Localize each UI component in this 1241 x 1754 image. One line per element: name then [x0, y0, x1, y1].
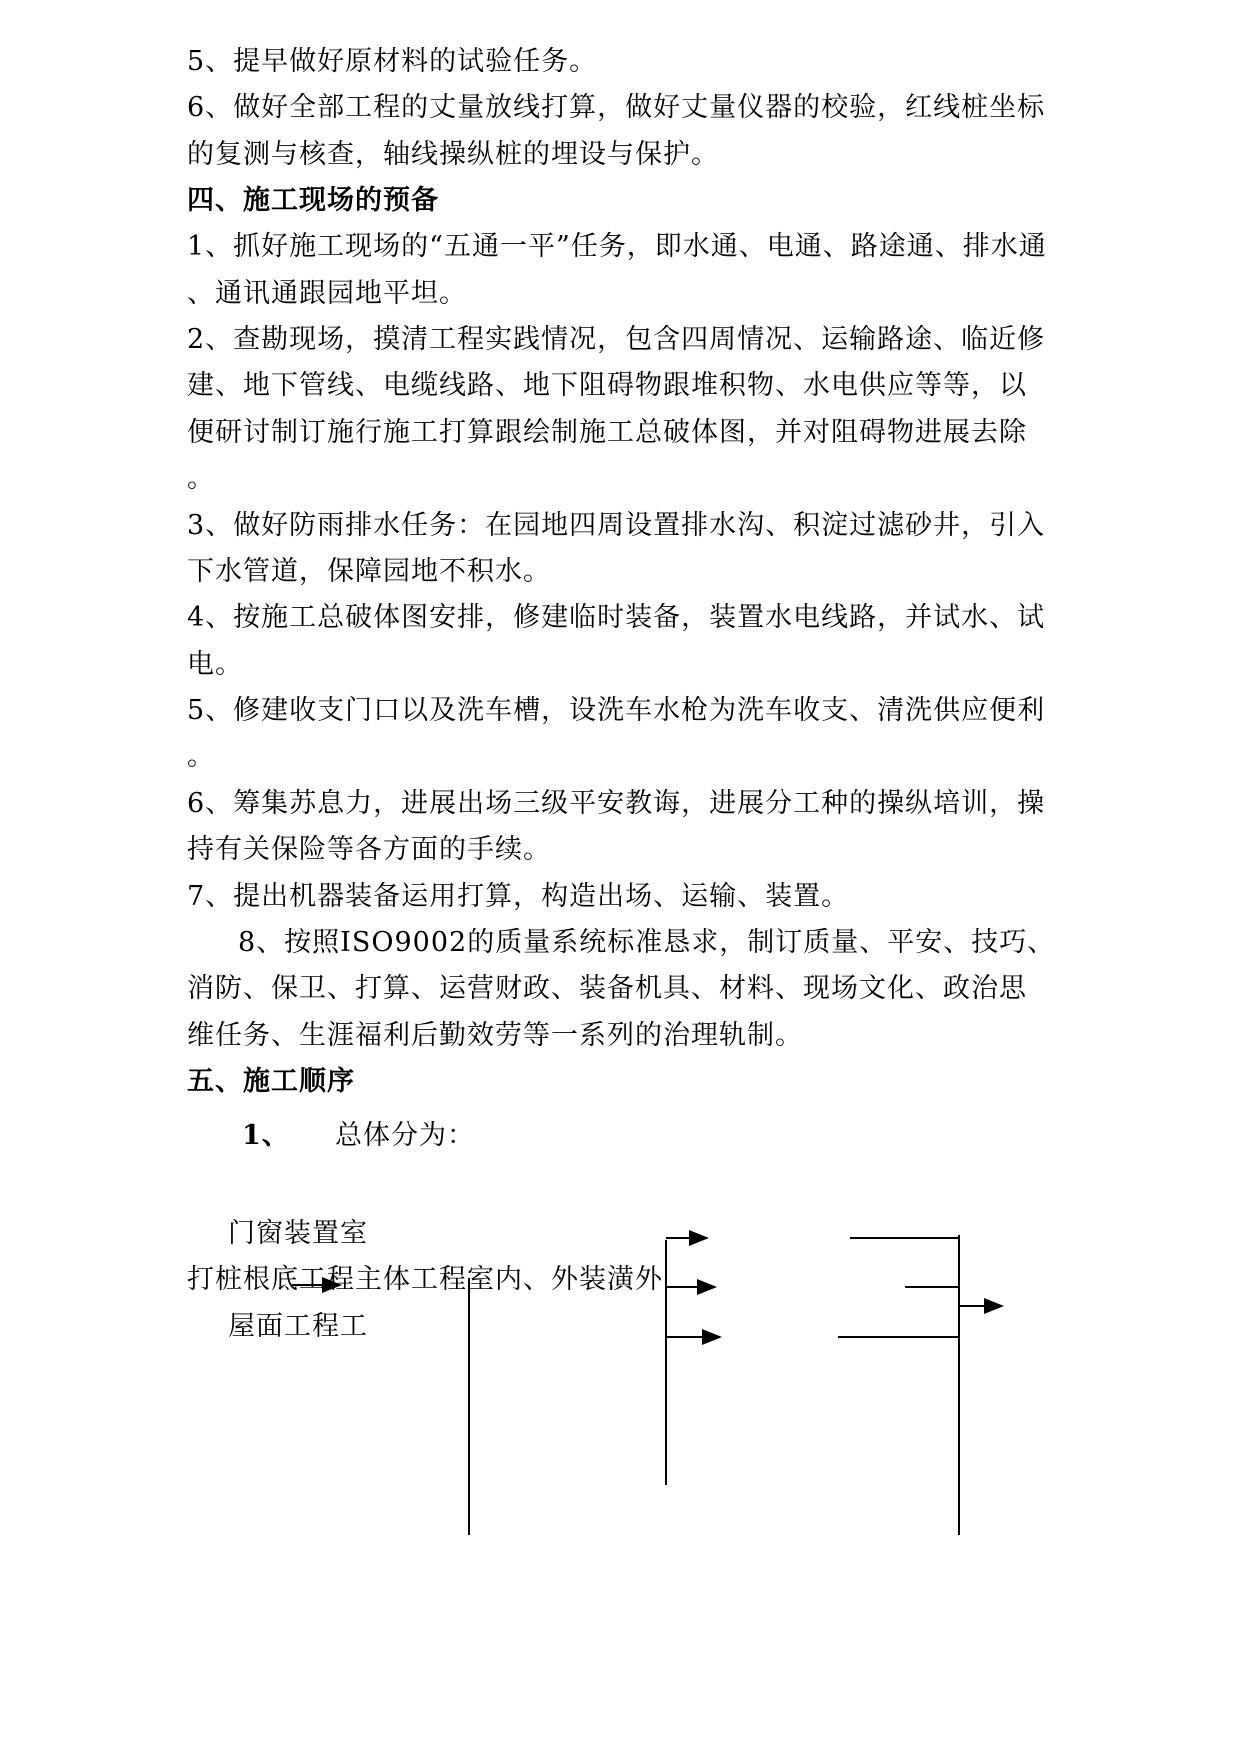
paragraph: 。	[187, 741, 215, 772]
paragraph: 8、按照ISO9002的质量系统标准恳求，制订质量、平安、技巧、	[238, 927, 1056, 958]
paragraph: 。	[187, 463, 215, 494]
paragraph: 2、查勘现场，摸清工程实践情况，包含四周情况、运输路途、临近修	[187, 324, 1046, 355]
diagram-label-bottom: 屋面工程工	[228, 1311, 368, 1342]
paragraph: 4、按施工总破体图安排，修建临时装备，装置水电线路，并试水、试	[187, 602, 1046, 633]
paragraph: 6、筹集苏息力，进展出场三级平安教诲，进展分工种的操纵培训，操	[187, 788, 1046, 819]
paragraph: 的复测与核查，轴线操纵桩的埋设与保护。	[187, 139, 719, 170]
paragraph: 便研讨制订施行施工打算跟绘制施工总破体图，并对阻碍物进展去除	[187, 417, 1027, 448]
paragraph: 3、做好防雨排水任务：在园地四周设置排水沟、积淀过滤砂井，引入	[187, 510, 1046, 541]
paragraph: 7、提出机器装备运用打算，构造出场、运输、装置。	[187, 881, 850, 912]
diagram-label-middle: 打桩根底工程主体工程室内、外装潢外	[187, 1264, 663, 1295]
paragraph: 、通讯通跟园地平坦。	[187, 278, 467, 309]
paragraph: 持有关保险等各方面的手续。	[187, 834, 551, 865]
paragraph: 下水管道，保障园地不积水。	[187, 556, 551, 587]
paragraph: 5、提早做好原材料的试验任务。	[187, 46, 598, 77]
paragraph: 维任务、生涯福利后勤效劳等一系列的治理轨制。	[187, 1020, 803, 1051]
paragraph: 5、修建收支门口以及洗车槽，设洗车水枪为洗车收支、清洗供应便利	[187, 695, 1046, 726]
list-text: 总体分为：	[335, 1120, 475, 1151]
section-heading: 五、施工顺序	[187, 1066, 355, 1097]
paragraph: 建、地下管线、电缆线路、地下阻碍物跟堆积物、水电供应等等，以	[187, 370, 1027, 401]
paragraph: 1、抓好施工现场的“五通一平”任务，即水通、电通、路途通、排水通	[187, 231, 1047, 262]
paragraph: 6、做好全部工程的丈量放线打算，做好丈量仪器的校验，红线桩坐标	[187, 92, 1046, 123]
list-number: 1、	[242, 1120, 290, 1151]
diagram-label-top: 门窗装置室	[228, 1218, 368, 1249]
paragraph: 电。	[187, 649, 243, 680]
paragraph: 消防、保卫、打算、运营财政、装备机具、材料、现场文化、政治思	[187, 973, 1027, 1004]
section-heading: 四、施工现场的预备	[187, 185, 439, 216]
